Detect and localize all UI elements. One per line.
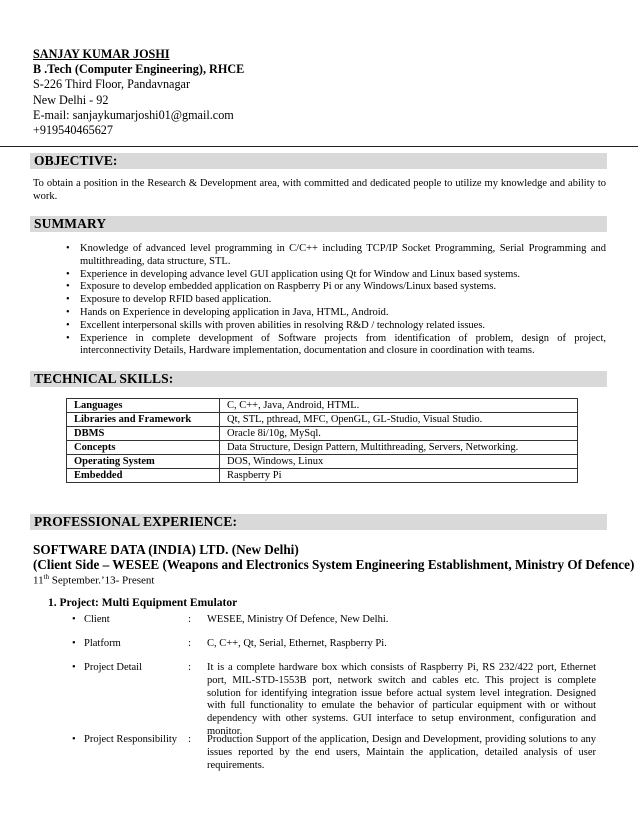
- skill-key: Languages: [67, 399, 220, 413]
- candidate-name: SANJAY KUMAR JOSHI: [33, 47, 170, 61]
- company-name: SOFTWARE DATA (INDIA) LTD. (New Delhi): [33, 542, 299, 557]
- detail-label: Client: [84, 614, 110, 625]
- experience-heading: PROFESSIONAL EXPERIENCE:: [34, 514, 238, 529]
- bullet-icon: •: [72, 638, 76, 649]
- table-row: [67, 455, 578, 469]
- table-row: [67, 413, 578, 427]
- summary-heading-band: [30, 216, 607, 232]
- summary-list: [66, 243, 606, 358]
- objective-heading: OBJECTIVE:: [34, 153, 118, 168]
- employment-date: 11th September.’13- Present: [33, 573, 155, 587]
- client-line: (Client Side – WESEE (Weapons and Electronics System Engineering Establishment, Ministry Of Defence): [33, 557, 635, 572]
- address-line-2: New Delhi - 92: [33, 92, 109, 107]
- contact-header: [33, 47, 244, 138]
- detail-value: It is a complete hardware box which consists of Raspberry Pi, RS 232/422 port, Ethernet port, MIL-STD-1553B port, network switch and cables etc. This project is complete solution for identifying integration issue before actual system level integration. Designed with full functionality to emulate the behavior of particular equipment with or without dependency with other systems. GUI interface to setup environment, configuration and monitor.: [207, 662, 596, 737]
- detail-colon: :: [188, 662, 191, 673]
- skill-value: Data Structure, Design Pattern, Multithreading, Servers, Networking.: [220, 441, 578, 455]
- detail-colon: :: [188, 734, 191, 745]
- bullet-icon: •: [66, 294, 70, 306]
- detail-value: Production Support of the application, Design and Development, providing solutions to any issues reported by the end users, Maintain the application, detailed analysis of user requirements.: [207, 734, 596, 771]
- skill-value: Raspberry Pi: [220, 469, 578, 483]
- summary-heading: SUMMARY: [34, 216, 107, 231]
- table-row: [67, 469, 578, 483]
- skill-key: Embedded: [67, 469, 220, 483]
- detail-colon: :: [188, 614, 191, 625]
- detail-label: Platform: [84, 638, 121, 649]
- summary-item: • Experience in developing advance level GUI application using Qt for Window and Linux based systems.: [66, 268, 520, 280]
- skill-value: Oracle 8i/10g, MySql.: [220, 427, 578, 441]
- degree: B .Tech (Computer Engineering), RHCE: [33, 62, 245, 77]
- bullet-icon: •: [72, 734, 76, 745]
- detail-value: WESEE, Ministry Of Defence, New Delhi.: [207, 614, 389, 625]
- bullet-icon: •: [66, 243, 70, 254]
- bullet-icon: •: [72, 662, 76, 673]
- summary-item: • Experience in complete development of Software projects from identification of problem, design of project, interconnectivity Details, Hardware implementation, documentation and closure in coordination with teams.: [66, 332, 606, 357]
- detail-label: Project Detail: [84, 662, 143, 673]
- header-divider: [0, 146, 638, 147]
- skill-value: Qt, STL, pthread, MFC, OpenGL, GL-Studio, Visual Studio.: [220, 413, 578, 427]
- skills-heading: TECHNICAL SKILLS:: [34, 371, 174, 386]
- bullet-icon: •: [72, 614, 76, 625]
- skills-table: [66, 398, 578, 483]
- bullet-icon: •: [66, 319, 70, 331]
- bullet-icon: •: [66, 268, 70, 280]
- skill-key: Operating System: [67, 455, 220, 469]
- skill-key: DBMS: [67, 427, 220, 441]
- detail-label: Project Responsibility: [84, 734, 178, 745]
- summary-item: • Exposure to develop RFID based application.: [66, 294, 272, 306]
- address-line-1: S-226 Third Floor, Pandavnagar: [33, 77, 191, 92]
- experience-heading-band: [30, 514, 607, 530]
- objective-heading-band: [30, 153, 607, 169]
- bullet-icon: •: [66, 281, 70, 293]
- skill-value: C, C++, Java, Android, HTML.: [220, 399, 578, 413]
- bullet-icon: •: [66, 332, 70, 344]
- table-row: [67, 441, 578, 455]
- summary-item: • Knowledge of advanced level programming in C/C++ including TCP/IP Socket Programming, Serial Programming and multithreading, data structure, STL.: [66, 243, 606, 267]
- summary-item: • Exposure to develop embedded application on Raspberry Pi or any Windows/Linux based systems.: [66, 281, 497, 293]
- table-row: [67, 427, 578, 441]
- phone: +919540465627: [33, 123, 113, 138]
- bullet-icon: •: [66, 306, 70, 318]
- project-title: 1. Project: Multi Equipment Emulator: [48, 597, 238, 609]
- summary-item: • Excellent interpersonal skills with proven abilities in resolving R&D / technology related issues.: [66, 319, 486, 331]
- skill-value: DOS, Windows, Linux: [220, 455, 578, 469]
- skills-heading-band: [30, 371, 607, 387]
- email: E-mail: sanjaykumarjoshi01@gmail.com: [33, 107, 234, 122]
- detail-value: C, C++, Qt, Serial, Ethernet, Raspberry Pi.: [207, 638, 387, 649]
- objective-text: To obtain a position in the Research & Development area, with committed and dedicated people to utilize my knowledge and ability to work.: [33, 178, 606, 202]
- skill-key: Concepts: [67, 441, 220, 455]
- detail-colon: :: [188, 638, 191, 649]
- summary-item: • Hands on Experience in developing application in Java, HTML, Android.: [66, 306, 389, 318]
- skill-key: Libraries and Framework: [67, 413, 220, 427]
- table-row: [67, 399, 578, 413]
